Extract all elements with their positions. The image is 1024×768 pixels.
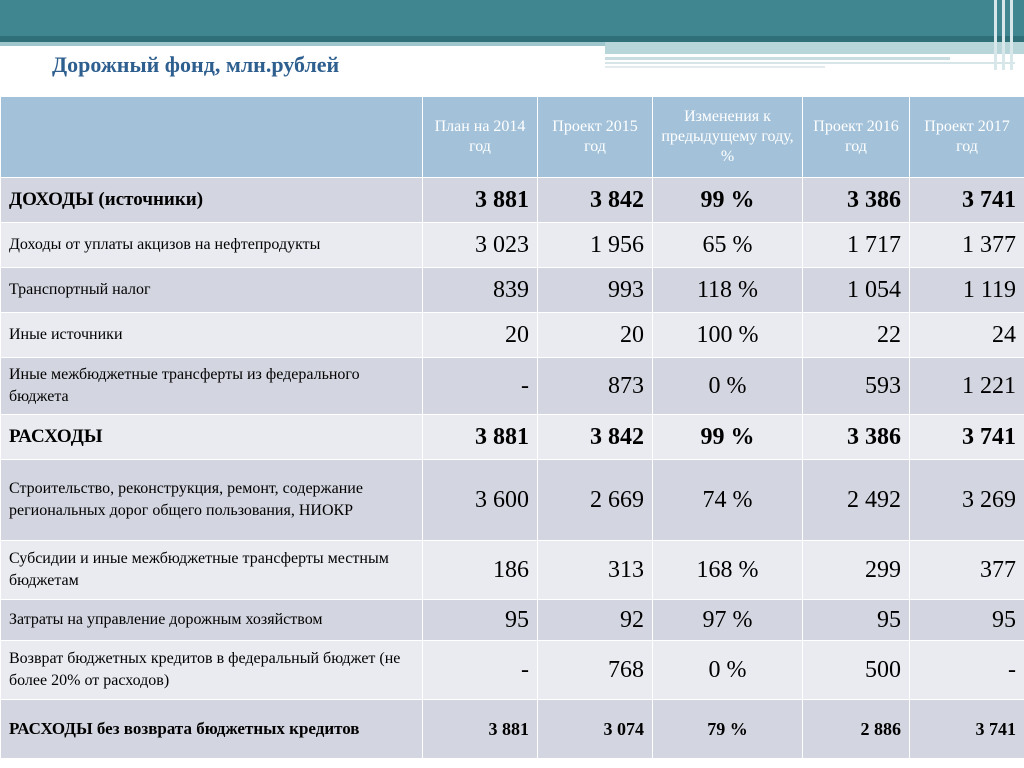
header-cell-label bbox=[1, 97, 423, 178]
cell-project-2017: 3 269 bbox=[910, 460, 1024, 541]
row-label: РАСХОДЫ без возврата бюджетных кредитов bbox=[1, 700, 423, 759]
banner-vertical-line bbox=[1002, 0, 1005, 70]
cell-plan-2014: 3 600 bbox=[423, 460, 538, 541]
cell-plan-2014: 3 023 bbox=[423, 223, 538, 268]
cell-project-2017: 377 bbox=[910, 541, 1024, 600]
row-label: Возврат бюджетных кредитов в федеральный бюджет (не более 20% от расходов) bbox=[1, 641, 423, 700]
cell-project-2015: 768 bbox=[538, 641, 653, 700]
table-row bbox=[1, 600, 1024, 641]
cell-plan-2014: 20 bbox=[423, 313, 538, 358]
cell-plan-2014: 839 bbox=[423, 268, 538, 313]
cell-plan-2014: 95 bbox=[423, 600, 538, 641]
banner-vertical-line bbox=[1010, 0, 1013, 70]
header-cell-project-2015: Проект 2015 год bbox=[538, 97, 653, 178]
row-label: Иные источники bbox=[1, 313, 423, 358]
row-label: Субсидии и иные межбюджетные трансферты местным бюджетам bbox=[1, 541, 423, 600]
cell-project-2017: 95 bbox=[910, 600, 1024, 641]
cell-project-2015: 313 bbox=[538, 541, 653, 600]
cell-project-2016: 2 886 bbox=[803, 700, 910, 759]
cell-project-2017: 1 119 bbox=[910, 268, 1024, 313]
banner-band bbox=[0, 0, 1024, 36]
cell-project-2015: 993 bbox=[538, 268, 653, 313]
header-cell-change-percent: Изменения к предыдущему году, % bbox=[653, 97, 803, 178]
row-label: Доходы от уплаты акцизов на нефтепродукты bbox=[1, 223, 423, 268]
cell-project-2016: 22 bbox=[803, 313, 910, 358]
row-label: Иные межбюджетные трансферты из федерального бюджета bbox=[1, 358, 423, 415]
cell-project-2017: 24 bbox=[910, 313, 1024, 358]
table-row bbox=[1, 313, 1024, 358]
header-cell-plan-2014: План на 2014 год bbox=[423, 97, 538, 178]
cell-project-2016: 2 492 bbox=[803, 460, 910, 541]
cell-project-2017: 3 741 bbox=[910, 415, 1024, 460]
cell-project-2015: 3 074 bbox=[538, 700, 653, 759]
cell-project-2015: 3 842 bbox=[538, 415, 653, 460]
cell-change-percent: 0 % bbox=[653, 641, 803, 700]
table-row bbox=[1, 268, 1024, 313]
cell-change-percent: 97 % bbox=[653, 600, 803, 641]
banner-stripe bbox=[605, 42, 1024, 54]
row-label: Строительство, реконструкция, ремонт, содержание региональных дорог общего пользования, НИОКР bbox=[1, 460, 423, 541]
row-label: Затраты на управление дорожным хозяйством bbox=[1, 600, 423, 641]
table-row bbox=[1, 223, 1024, 268]
banner-line bbox=[605, 62, 1015, 64]
cell-project-2016: 299 bbox=[803, 541, 910, 600]
cell-change-percent: 100 % bbox=[653, 313, 803, 358]
cell-project-2015: 3 842 bbox=[538, 178, 653, 223]
cell-change-percent: 168 % bbox=[653, 541, 803, 600]
cell-project-2016: 3 386 bbox=[803, 178, 910, 223]
cell-change-percent: 118 % bbox=[653, 268, 803, 313]
header-cell-project-2016: Проект 2016 год bbox=[803, 97, 910, 178]
row-label: ДОХОДЫ (источники) bbox=[1, 178, 423, 223]
cell-plan-2014: 3 881 bbox=[423, 178, 538, 223]
banner-line bbox=[605, 66, 825, 68]
cell-project-2017: 3 741 bbox=[910, 700, 1024, 759]
cell-project-2016: 95 bbox=[803, 600, 910, 641]
cell-project-2017: 1 221 bbox=[910, 358, 1024, 415]
cell-change-percent: 99 % bbox=[653, 178, 803, 223]
cell-project-2015: 92 bbox=[538, 600, 653, 641]
cell-project-2016: 3 386 bbox=[803, 415, 910, 460]
table-row-income-total bbox=[1, 178, 1024, 223]
table-row bbox=[1, 460, 1024, 541]
cell-project-2015: 2 669 bbox=[538, 460, 653, 541]
table-row bbox=[1, 541, 1024, 600]
cell-change-percent: 74 % bbox=[653, 460, 803, 541]
banner-vertical-line bbox=[994, 0, 997, 70]
cell-project-2017: 1 377 bbox=[910, 223, 1024, 268]
cell-plan-2014: 3 881 bbox=[423, 415, 538, 460]
cell-project-2015: 20 bbox=[538, 313, 653, 358]
banner-line bbox=[605, 57, 950, 60]
cell-project-2016: 1 717 bbox=[803, 223, 910, 268]
cell-project-2017: - bbox=[910, 641, 1024, 700]
banner-stripe bbox=[0, 42, 605, 46]
cell-plan-2014: - bbox=[423, 358, 538, 415]
table-header-row bbox=[1, 97, 1024, 178]
header-cell-project-2017: Проект 2017 год bbox=[910, 97, 1024, 178]
cell-project-2015: 873 bbox=[538, 358, 653, 415]
cell-change-percent: 99 % bbox=[653, 415, 803, 460]
row-label: РАСХОДЫ bbox=[1, 415, 423, 460]
cell-change-percent: 65 % bbox=[653, 223, 803, 268]
cell-change-percent: 79 % bbox=[653, 700, 803, 759]
table-row bbox=[1, 641, 1024, 700]
table-row bbox=[1, 358, 1024, 415]
header-banner bbox=[0, 0, 1024, 96]
road-fund-table bbox=[0, 96, 1024, 759]
cell-project-2015: 1 956 bbox=[538, 223, 653, 268]
cell-plan-2014: 3 881 bbox=[423, 700, 538, 759]
cell-project-2016: 593 bbox=[803, 358, 910, 415]
cell-project-2016: 500 bbox=[803, 641, 910, 700]
page-title: Дорожный фонд, млн.рублей bbox=[52, 52, 340, 77]
table-row-expenses-without-repayment bbox=[1, 700, 1024, 759]
cell-project-2017: 3 741 bbox=[910, 178, 1024, 223]
cell-plan-2014: - bbox=[423, 641, 538, 700]
table-row-expenses-total bbox=[1, 415, 1024, 460]
cell-change-percent: 0 % bbox=[653, 358, 803, 415]
cell-plan-2014: 186 bbox=[423, 541, 538, 600]
cell-project-2016: 1 054 bbox=[803, 268, 910, 313]
row-label: Транспортный налог bbox=[1, 268, 423, 313]
